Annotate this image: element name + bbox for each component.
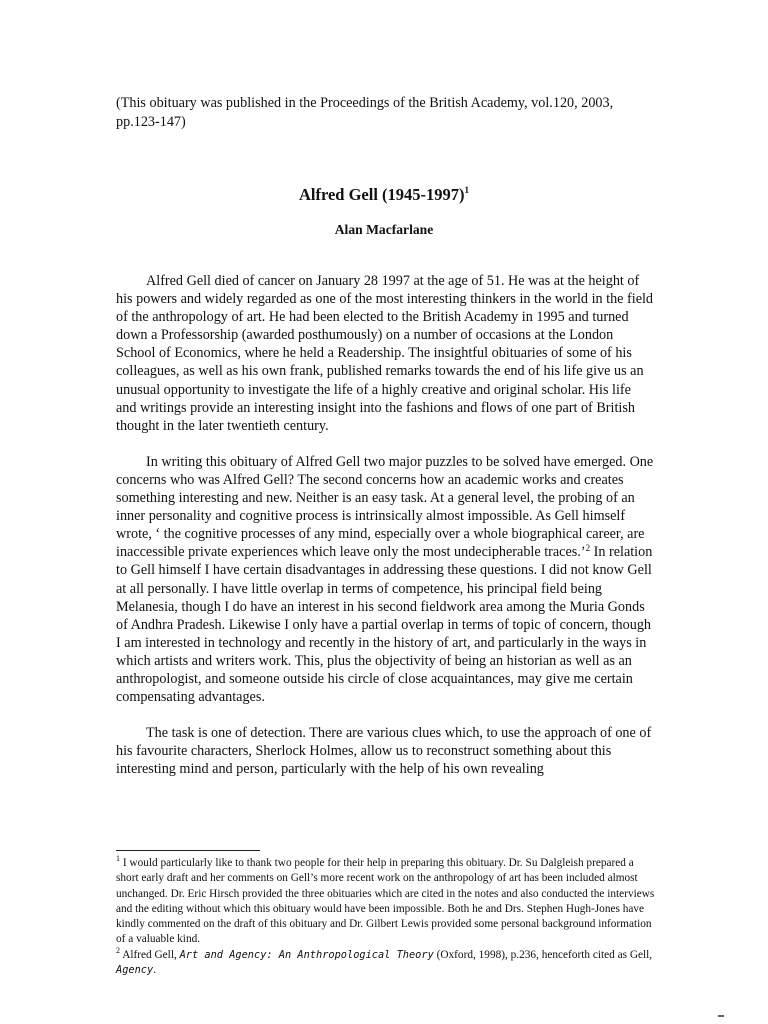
footnote-divider: [116, 850, 260, 851]
footnotes-section: [116, 856, 656, 978]
footnote-2: [116, 945, 656, 979]
footnote-1: [116, 856, 656, 948]
author-name: Alan Macfarlane: [334, 222, 434, 237]
title-footnote-ref[interactable]: 1: [464, 185, 470, 195]
footnote-2-short-title: Agency: [116, 964, 154, 977]
footnote-1-text: I would particularly like to thank two people for their help in preparing this obituary. Dr. Su Dalgleish prepared a short early draft and her comments on Gell’s more recent work on the anthropology of art has been included almost unchanged. Dr. Eric Hirsch provided the three obituaries which are cited in the notes and also conducted the interviews and the editing without which this obituary would have been impossible. Both he and Drs. Stephen Hugh-Jones have kindly commented on the draft of this obituary and Dr. Gilbert Lewis provided some personal background information of a valuable kind.: [116, 857, 655, 946]
paragraph-2-part-1: In writing this obituary of Alfred Gell two major puzzles to be solved have emerged. One concerns who was Alfred Gell? The second concerns how an academic works and creates something interesting and new. Neither is an easy task. At a general level, the probing of an inner personality and cognitive process is intrinsically almost impossible. As Gell himself wrote, ‘ the cognitive processes of any mind, especially over a whole biographical career, are inaccessible private experiences which leave only the most undecipherable traces.’: [116, 453, 654, 561]
footnote-2-prefix: Alfred Gell,: [120, 948, 180, 961]
footnote-2-end: .: [153, 964, 157, 977]
footnote-2-number: 2: [116, 945, 120, 955]
paragraph-1: Alfred Gell died of cancer on January 28 1997 at the age of 51. He was at the height of his powers and widely regarded as one of the most interesting thinkers in the world in the field of the anthropology of art. He had been elected to the British Academy in 1995 and turned down a Professorship (awarded posthumously) on a number of occasions at the London School of Economics, where he held a Readership. The insightful obituaries of some of his colleagues, as well as his own frank, published remarks towards the end of his life give us an unusual opportunity to investigate the life of a highly creative and original scholar. His life and writings provide an interesting insight into the fashions and flows of one part of British thought in the later twentieth century.: [116, 273, 654, 434]
obituary-body: [116, 272, 654, 796]
page-title: [0, 180, 768, 205]
footnote-1-number: 1: [116, 854, 120, 863]
publication-note: (This obituary was published in the Proceedings of the British Academy, vol.120, 2003, pp.123-147): [116, 95, 614, 130]
paragraph-2-part-2: In relation to Gell himself I have certain disadvantages in addressing these questions. I did not know Gell at all personally. I have little overlap in terms of competence, his principal field being Melanesia, though I do have an interest in his second fieldwork area among the Muria Gonds of Andhra Pradesh. Likewise I only have a partial overlap in terms of topic of concern, though I am interested in technology and recently in the history of art, and particularly in the ways in which artists and writers work. This, plus the objectivity of being an historian as well as an anthropologist, and someone outside his circle of close acquaintances, may give me certain compensating advantages.: [116, 544, 653, 706]
footnote-2-book-title: Art and Agency: An Anthropological Theory: [179, 948, 434, 961]
paragraph-2: [116, 453, 654, 706]
page-edge-mark: [718, 1015, 724, 1017]
footnote-2-middle: (Oxford, 1998), p.236, henceforth cited as Gell,: [433, 948, 653, 961]
paragraph-3: The task is one of detection. There are various clues which, to use the approach of one of his favourite characters, Sherlock Holmes, allow us to reconstruct something about this interesting mind and person, particularly with the help of his own revealing: [116, 725, 652, 778]
title-text: Alfred Gell (1945-1997): [298, 185, 465, 204]
footnote-ref-2[interactable]: 2: [585, 543, 591, 554]
